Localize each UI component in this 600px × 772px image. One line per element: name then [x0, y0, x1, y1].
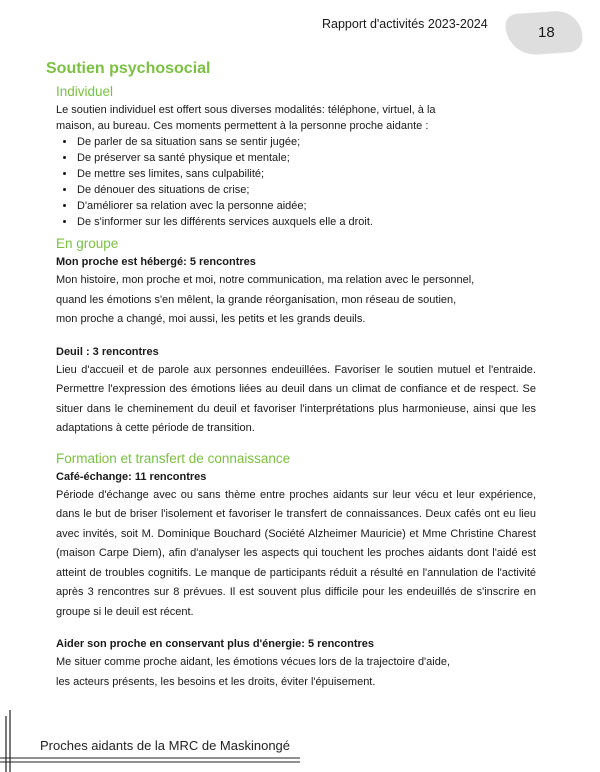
energie-heading: Aider son proche en conservant plus d'énergie: 5 rencontres — [56, 638, 375, 650]
cafe-echange-paragraph: Période d'échange avec ou sans thème entre proches aidants sur leur vécu et leur expérience, dans le but de briser l'isolement et favoriser le transfert de connaissances. Deux cafés ont eu lieu avec invités, soit M. Dominique Bouchard (Société Alzheimer Mauricie) et Mme Christine Charest (maison Carpe Diem), afin d'analyser les aspects qui touchent les proches aidants dont l'aidé est atteint de troubles cognitifs. Le manque de participants réduit a résulté en l'annulation de l'activité après 3 rencontres sur 8 prévues. Il est souvent plus difficile pour les endeuillés de s'inscrire en groupe si le deuil est récent. — [56, 488, 536, 618]
footer-organization-name: Proches aidants de la MRC de Maskinongé — [40, 738, 291, 753]
heberge-heading: Mon proche est hébergé: 5 rencontres — [56, 256, 256, 268]
bullet-item: • De mettre ses limites, sans culpabilité; — [76, 166, 536, 182]
page-number: 18 — [538, 24, 555, 41]
energie-line-2: les acteurs présents, les besoins et les droits, éviter l'épuisement. — [56, 675, 376, 688]
bullet-item: • De dénouer des situations de crise; — [76, 182, 536, 198]
page-content — [46, 60, 536, 692]
subsection-title-individuel: Individuel — [56, 84, 114, 99]
subsection-title-formation: Formation et transfert de connaissance — [56, 450, 291, 466]
heberge-line-2: quand les émotions s'en mêlent, la grande réorganisation, mon réseau de soutien, — [56, 293, 457, 306]
bullet-item: • De parler de sa situation sans se sentir jugée; — [76, 134, 536, 150]
individuel-bullet-list — [56, 134, 536, 230]
cafe-echange-heading: Café-échange: 11 rencontres — [56, 470, 207, 483]
energie-line-1: Me situer comme proche aidant, les émotions vécues lors de la trajectoire d'aide, — [56, 656, 451, 668]
subsection-title-en-groupe: En groupe — [56, 236, 119, 251]
deuil-heading: Deuil : 3 rencontres — [56, 345, 159, 358]
report-header-title: Rapport d'activités 2023-2024 — [322, 17, 488, 31]
bullet-item: • D'améliorer sa relation avec la personne aidée; — [76, 198, 536, 214]
section-title: Soutien psychosocial — [46, 60, 211, 77]
individuel-intro-line-2: maison, au bureau. Ces moments permettent à la personne proche aidante : — [56, 120, 429, 132]
heberge-line-3: mon proche a changé, moi aussi, les petits et les grands deuils. — [56, 313, 366, 325]
individuel-intro-line-1: Le soutien individuel est offert sous diverses modalités: téléphone, virtuel, à la — [56, 104, 436, 116]
deuil-paragraph: Lieu d'accueil et de parole aux personnes endeuillées. Favoriser le soutien mutuel et l'entraide. Permettre l'expression des émotions liées au deuil dans un climat de confiance et de respect. Se situer dans le cheminement du deuil et favoriser l'interprétations plus harmonieuse, ainsi que les adaptations à cette période de transition. — [56, 363, 536, 434]
heberge-line-1: Mon histoire, mon proche et moi, notre communication, ma relation avec le personnel, — [56, 274, 475, 286]
bullet-item: • De s'informer sur les différents services auxquels elle a droit. — [76, 214, 536, 230]
bullet-item: • De préserver sa santé physique et mentale; — [76, 150, 536, 166]
